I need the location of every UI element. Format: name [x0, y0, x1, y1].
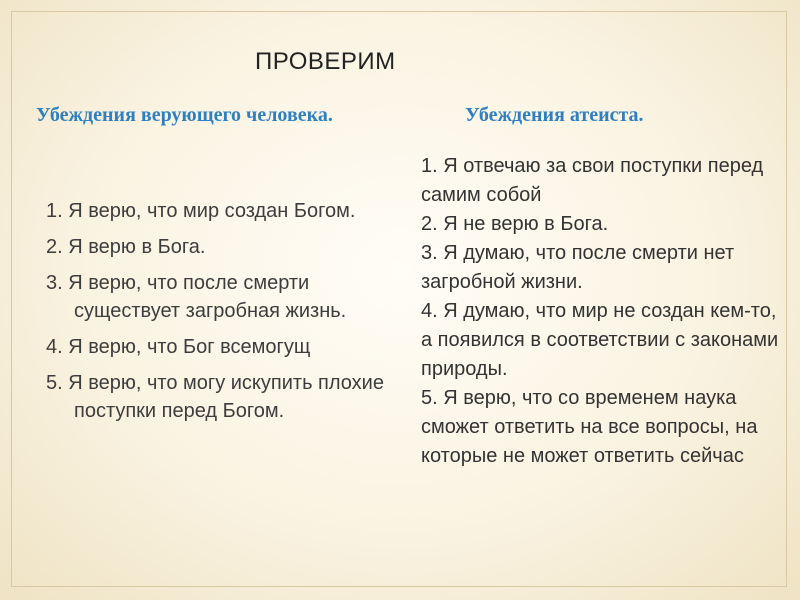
believer-item-4: 4. Я верю, что Бог всемогущ	[46, 336, 311, 358]
believer-item-1: 1. Я верю, что мир создан Богом.	[46, 200, 356, 222]
believer-item-3: 3. Я верю, что после смерти существует загробная жизнь.	[46, 272, 347, 322]
atheist-heading: Убеждения атеиста.	[465, 104, 644, 126]
believer-item-5: 5. Я верю, что могу искупить плохие поступки перед Богом.	[46, 372, 384, 422]
atheist-item-3: 3. Я думаю, что после смерти нет загробной жизни.	[421, 242, 735, 293]
believer-heading: Убеждения верующего человека.	[36, 104, 333, 126]
atheist-list	[421, 152, 786, 471]
atheist-item-2: 2. Я не верю в Бога.	[421, 213, 609, 235]
atheist-item-5: 5. Я верю, что со временем наука сможет ответить на все вопросы, на которые не может ответить сейчас	[421, 387, 758, 467]
believer-item-2: 2. Я верю в Бога.	[46, 236, 206, 258]
atheist-item-1: 1. Я отвечаю за свои поступки перед самим собой	[421, 155, 764, 206]
slide-title: ПРОВЕРИМ	[255, 48, 396, 75]
believer-list	[46, 197, 396, 433]
atheist-item-4: 4. Я думаю, что мир не создан кем-то, а появился в соответствии с законами природы.	[421, 300, 779, 380]
